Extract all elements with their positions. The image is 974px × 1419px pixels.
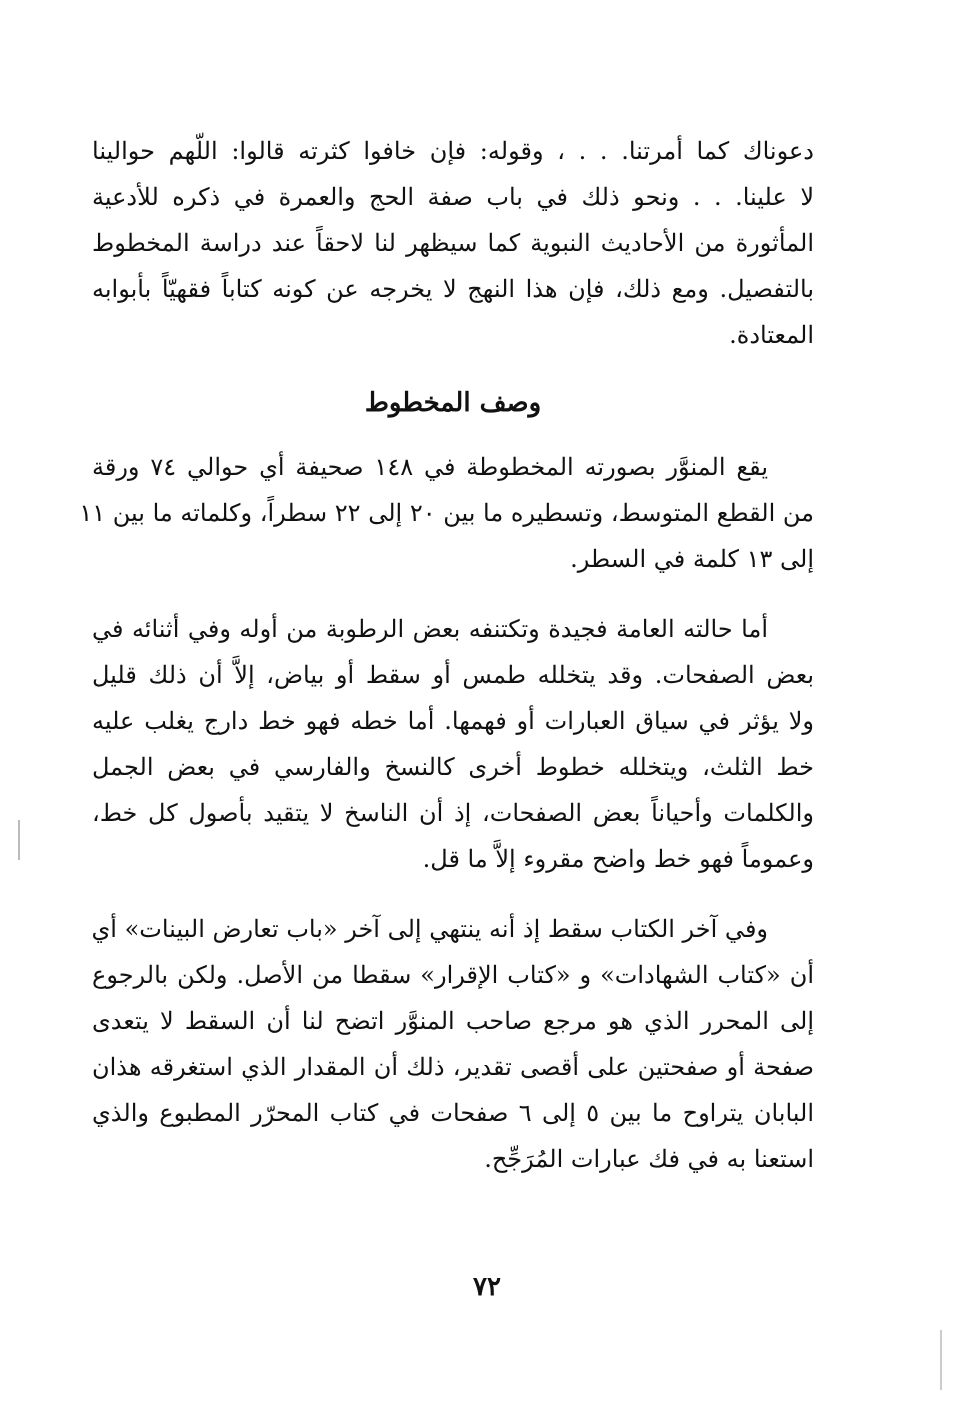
text-line: لا علينا. . . ونحو ذلك في باب صفة الحج والعمرة في ذكره للأدعية [92,183,814,211]
section-heading: وصف المخطوط [364,388,542,418]
text-line: دعوناك كما أمرتنا. . . ، وقوله: فإن خافوا كثرته قالوا: اللّهم حوالينا [92,137,814,165]
text-line: وعموماً فهو خط واضح مقروء إلاَّ ما قل. [422,845,814,873]
text-line: صفحة أو صفحتين على أقصى تقدير، ذلك أن المقدار الذي استغرقه هذان [92,1053,815,1081]
text-line: والكلمات وأحياناً بعض الصفحات، إذ أن الناسخ لا يتقيد بأصول كل خط، [92,799,814,827]
text-line: المعتادة. [729,321,814,349]
text-line: إلى ١٣ كلمة في السطر. [570,545,814,573]
text-line: المأثورة من الأحاديث النبوية كما سيظهر لنا لاحقاً عند دراسة المخطوط [92,229,814,257]
scan-edge-mark [940,1330,942,1390]
paragraph-size [79,444,814,582]
paragraph-missing-part [92,906,814,1182]
intro-paragraph [92,128,814,358]
text-line: ولا يؤثر في سياق العبارات أو فهمها. أما خطه فهو خط دارج يغلب عليه [92,707,814,735]
text-line: استعنا به في فك عبارات المُرَجِّح. [484,1145,814,1173]
page-number: ٧٢ [473,1272,501,1302]
text-line: أما حالته العامة فجيدة وتكتنفه بعض الرطوبة من أوله وفي أثنائه في [92,615,769,643]
text-line: بالتفصيل. ومع ذلك، فإن هذا النهج لا يخرجه عن كونه كتاباً فقهيّاً بأبوابه [92,275,814,303]
page-body [79,128,815,1182]
text-line: إلى المحرر الذي هو مرجع صاحب المنوَّر اتضح لنا أن السقط لا يتعدى [92,1007,814,1035]
text-line: خط الثلث، ويتخلله خطوط أخرى كالنسخ والفارسي في بعض الجمل [92,753,814,781]
text-line: البابان يتراوح ما بين ٥ إلى ٦ صفحات في كتاب المحرّر المطبوع والذي [92,1099,814,1127]
paragraph-condition [92,606,814,882]
text-line: وفي آخر الكتاب سقط إذ أنه ينتهي إلى آخر «باب تعارض البينات» أي [91,915,768,943]
text-line: من القطع المتوسط، وتسطيره ما بين ٢٠ إلى ٢٢ سطراً، وكلماته ما بين ١١ [79,499,814,527]
text-line: بعض الصفحات. وقد يتخلله طمس أو سقط أو بياض، إلاَّ أن ذلك قليل [92,661,814,689]
scan-edge-mark [18,820,20,860]
text-line: أن «كتاب الشهادات» و «كتاب الإقرار» سقطا من الأصل. ولكن بالرجوع [92,961,814,989]
text-line: يقع المنوَّر بصورته المخطوطة في ١٤٨ صحيفة أي حوالي ٧٤ ورقة [92,453,768,481]
